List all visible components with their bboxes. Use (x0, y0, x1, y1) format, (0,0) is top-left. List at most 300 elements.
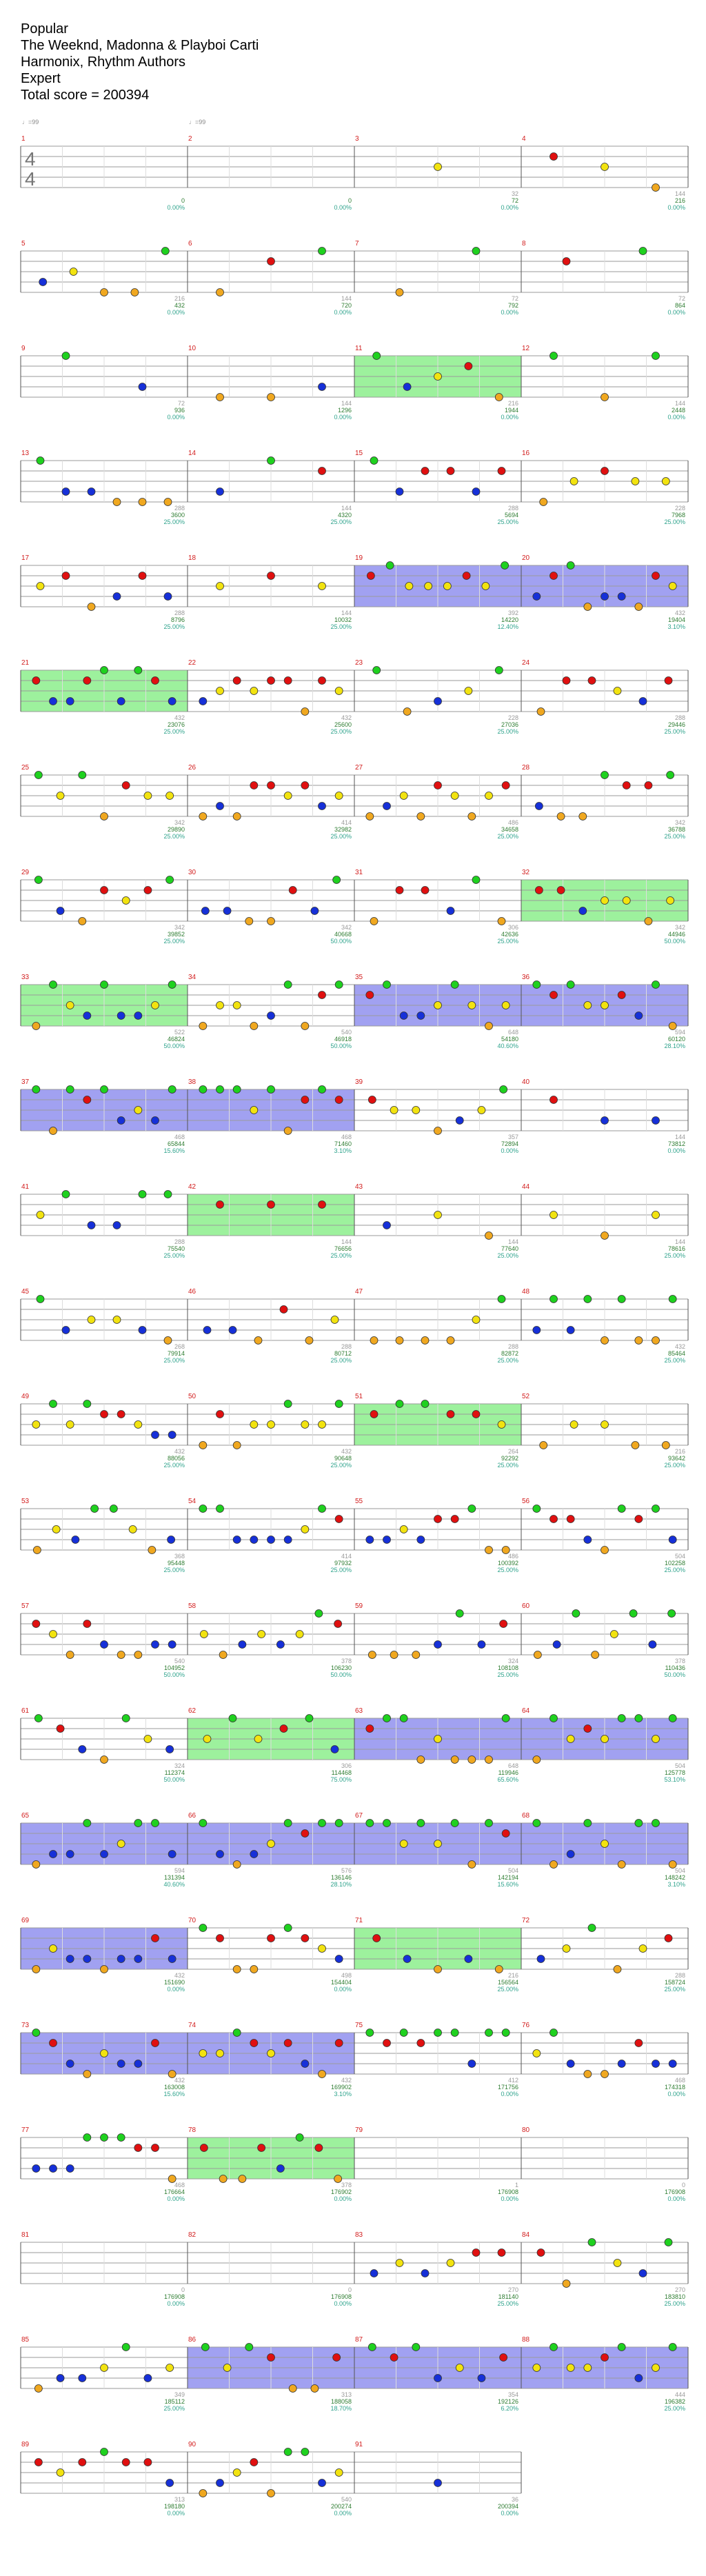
measure-score: 142194 (497, 1874, 518, 1881)
note-gem (131, 289, 139, 296)
note-gem (129, 1526, 137, 1533)
measure-percent: 25.00% (664, 1462, 685, 1469)
note-gem (50, 698, 57, 705)
measure-percent: 25.00% (163, 2405, 185, 2412)
measure-number: 81 (21, 2231, 30, 2239)
song-title: Popular (21, 21, 68, 37)
note-gem (367, 572, 374, 580)
note-gem (502, 782, 510, 789)
measure-percent: 25.00% (497, 1567, 518, 1573)
note-gem (229, 1715, 236, 1722)
measure-note-count: 648 (507, 1762, 518, 1769)
note-gem (396, 1337, 403, 1345)
measure-note-count: 414 (341, 819, 352, 826)
note-gem (199, 813, 207, 821)
note-gem (396, 289, 403, 296)
measure-note-count: 72 (678, 295, 685, 302)
measure-number: 30 (188, 869, 196, 876)
note-gem (83, 1820, 91, 1827)
note-gem (52, 1526, 60, 1533)
note-gem (421, 887, 429, 894)
note-gem (216, 1505, 224, 1513)
note-gem (166, 2479, 174, 2487)
measure-score: 79914 (167, 1350, 185, 1357)
measure-percent: 25.00% (163, 1462, 185, 1469)
note-gem (623, 897, 630, 905)
note-gem (567, 2060, 574, 2068)
note-gem (216, 2050, 224, 2057)
note-gem (451, 2029, 458, 2037)
note-gem (390, 1107, 398, 1114)
measure-percent: 25.00% (330, 623, 352, 630)
note-gem (134, 667, 142, 674)
measure-number: 48 (522, 1288, 530, 1296)
note-gem (289, 2385, 296, 2393)
measure-number: 6 (188, 240, 192, 248)
measure-percent: 0.00% (334, 1986, 352, 1993)
note-gem (32, 1023, 40, 1030)
note-gem (652, 1735, 660, 1743)
measure-percent: 25.00% (664, 1986, 685, 1993)
measure-percent: 0.00% (667, 2091, 685, 2097)
note-gem (168, 1431, 176, 1439)
note-gem (652, 572, 660, 580)
note-gem (618, 1715, 625, 1722)
measure-score: 131394 (163, 1874, 185, 1881)
measure-score: 8796 (170, 616, 185, 623)
note-gem (216, 1851, 224, 1858)
measure-score: 154404 (330, 1979, 352, 1986)
note-gem (550, 1211, 558, 1219)
note-gem (652, 352, 660, 360)
note-gem (101, 2364, 108, 2372)
measure-percent: 40.60% (163, 1881, 185, 1888)
note-gem (139, 499, 146, 506)
note-gem (199, 1924, 207, 1932)
measure-number: 2 (188, 135, 192, 143)
measure-note-count: 342 (174, 819, 185, 826)
measure-number: 24 (522, 659, 530, 667)
note-gem (412, 1107, 420, 1114)
measure-score: 100392 (497, 1560, 518, 1567)
measure-percent: 0.00% (167, 309, 185, 316)
note-gem (400, 1012, 407, 1020)
note-gem (37, 1211, 44, 1219)
note-gem (268, 258, 275, 265)
note-gem (83, 1096, 91, 1104)
note-gem (447, 2260, 454, 2267)
measure-number: 91 (355, 2441, 363, 2448)
measure-note-count: 288 (507, 505, 518, 512)
measure-note-count: 594 (174, 1867, 185, 1874)
note-gem (366, 1725, 374, 1733)
measure-number: 40 (522, 1078, 530, 1086)
note-gem (550, 1096, 558, 1104)
measure-number: 3 (355, 135, 359, 143)
note-gem (168, 2071, 176, 2078)
note-gem (34, 2385, 42, 2393)
measure-number: 71 (355, 1917, 363, 1924)
measure-note-count: 32 (511, 190, 518, 197)
measure-number: 66 (188, 1812, 196, 1820)
measure-number: 45 (21, 1288, 30, 1296)
note-gem (396, 887, 403, 894)
measure-number: 12 (522, 345, 530, 352)
measure-note-count: 486 (507, 819, 518, 826)
note-gem (570, 478, 578, 485)
note-gem (652, 1117, 660, 1125)
measure-score: 71460 (334, 1140, 352, 1147)
note-gem (373, 667, 381, 674)
note-gem (88, 1222, 95, 1229)
note-gem (601, 772, 609, 779)
note-gem (368, 2344, 376, 2351)
measure-score: 75540 (167, 1245, 185, 1252)
note-gem (498, 467, 505, 475)
note-gem (563, 1945, 570, 1953)
note-gem (199, 1086, 207, 1094)
note-gem (584, 1820, 592, 1827)
measure-percent: 15.60% (163, 1147, 185, 1154)
note-gem (301, 2448, 309, 2456)
measure-number: 5 (21, 240, 26, 248)
measure-score: 29446 (667, 721, 685, 728)
note-gem (216, 583, 224, 590)
measure-number: 41 (21, 1183, 30, 1191)
note-gem (83, 1012, 91, 1020)
measure-percent: 25.00% (330, 1357, 352, 1364)
measure-score: 171756 (497, 2084, 518, 2091)
note-gem (537, 708, 545, 716)
measure-note-count: 144 (341, 400, 352, 407)
note-gem (610, 1631, 618, 1638)
note-gem (403, 708, 411, 716)
note-gem (335, 1955, 343, 1963)
note-gem (557, 813, 565, 821)
measure-percent: 25.00% (330, 1252, 352, 1259)
note-gem (434, 1966, 442, 1973)
note-gem (152, 1820, 159, 1827)
note-gem (495, 667, 503, 674)
note-gem (425, 583, 432, 590)
note-gem (485, 792, 493, 800)
note-gem (122, 782, 130, 789)
measure-note-count: 349 (174, 2391, 185, 2398)
note-gem (296, 2134, 303, 2142)
measure-number: 31 (355, 869, 363, 876)
measure-percent: 25.00% (163, 519, 185, 525)
note-gem (32, 677, 40, 685)
measure-percent: 0.00% (501, 309, 518, 316)
note-gem (572, 1610, 580, 1618)
note-gem (34, 1715, 42, 1722)
measure-number: 23 (355, 659, 363, 667)
note-gem (101, 667, 108, 674)
note-gem (632, 478, 639, 485)
note-gem (79, 2459, 86, 2466)
note-gem (635, 1337, 643, 1345)
measure-score: 44946 (667, 931, 685, 938)
note-gem (152, 677, 159, 685)
note-gem (233, 2469, 241, 2477)
tempo-mark: ♩=99 (22, 119, 39, 125)
note-gem (200, 2144, 208, 2152)
note-gem (434, 1735, 442, 1743)
note-gem (319, 677, 326, 685)
note-gem (66, 1851, 74, 1858)
note-gem (533, 2364, 541, 2372)
note-gem (396, 1400, 403, 1408)
note-gem (122, 2344, 130, 2351)
note-gem (258, 2144, 265, 2152)
measure-number: 78 (188, 2126, 196, 2134)
measure-percent: 25.00% (330, 519, 352, 525)
measure-score: 10032 (334, 616, 352, 623)
measure-note-count: 357 (507, 1134, 518, 1140)
measure-number: 51 (355, 1393, 363, 1400)
note-gem (370, 457, 378, 465)
note-gem (113, 1222, 121, 1229)
note-gem (396, 488, 403, 496)
note-gem (472, 248, 480, 255)
note-gem (66, 1955, 74, 1963)
tempo-mark: ♩=99 (189, 119, 206, 125)
measure-percent: 3.10% (334, 1147, 352, 1154)
note-gem (305, 1715, 313, 1722)
note-gem (584, 1725, 592, 1733)
measure-note-count: 392 (507, 610, 518, 616)
note-gem (567, 1735, 574, 1743)
note-gem (502, 1002, 510, 1009)
note-gem (485, 1547, 493, 1554)
note-gem (57, 907, 64, 915)
note-gem (434, 163, 442, 171)
measure-score: 158724 (664, 1979, 685, 1986)
measure-note-count: 522 (174, 1029, 185, 1036)
measure-number: 90 (188, 2441, 196, 2448)
note-gem (434, 1840, 442, 1848)
measure-score: 85464 (667, 1350, 685, 1357)
note-gem (101, 1411, 108, 1418)
measure-percent: 25.00% (330, 728, 352, 735)
note-gem (101, 289, 108, 296)
measure-note-count: 288 (674, 714, 685, 721)
note-gem (451, 1516, 458, 1523)
note-gem (216, 488, 224, 496)
measure-note-count: 216 (507, 400, 518, 407)
note-gem (168, 1086, 176, 1094)
measure-score: 176908 (330, 2293, 352, 2300)
note-gem (101, 1966, 108, 1973)
note-gem (434, 1211, 442, 1219)
measure-number: 63 (355, 1707, 363, 1715)
note-gem (250, 782, 258, 789)
measure-score: 29890 (167, 826, 185, 833)
measure-percent: 6.20% (501, 2405, 518, 2412)
measure-note-count: 342 (674, 819, 685, 826)
note-gem (233, 2029, 241, 2037)
note-gem (468, 2060, 476, 2068)
note-gem (117, 1411, 125, 1418)
note-gem (216, 2479, 224, 2487)
measure-score: 2448 (671, 407, 685, 414)
note-gem (567, 1327, 574, 1334)
note-gem (601, 593, 609, 601)
note-gem (268, 1840, 275, 1848)
measure-score: 119946 (498, 1769, 518, 1776)
note-gem (412, 2344, 420, 2351)
note-gem (250, 1966, 258, 1973)
time-signature-bottom: 4 (25, 168, 36, 190)
note-gem (485, 1023, 493, 1030)
note-gem (396, 2260, 403, 2267)
measure-number: 27 (355, 764, 363, 772)
note-gem (498, 2249, 505, 2257)
measure-number: 16 (522, 450, 530, 457)
note-gem (83, 1620, 91, 1628)
note-gem (601, 897, 609, 905)
note-gem (319, 467, 326, 475)
note-gem (335, 1400, 343, 1408)
note-gem (117, 698, 125, 705)
measure-note-count: 412 (507, 2077, 518, 2084)
measure-note-count: 270 (674, 2286, 685, 2293)
note-gem (168, 1641, 176, 1649)
note-gem (366, 1820, 374, 1827)
note-gem (639, 2270, 647, 2277)
note-gem (669, 1296, 676, 1303)
note-gem (219, 1651, 227, 1659)
note-gem (614, 1966, 621, 1973)
measure-number: 37 (21, 1078, 30, 1086)
measure-percent: 18.70% (330, 2405, 352, 2412)
note-gem (434, 698, 442, 705)
measure-score: 54180 (501, 1036, 518, 1043)
measure-number: 89 (21, 2441, 30, 2448)
measure-score: 93642 (667, 1455, 685, 1462)
measure-score: 432 (174, 302, 185, 309)
note-gem (203, 1735, 211, 1743)
note-gem (32, 2165, 40, 2173)
note-gem (268, 1421, 275, 1429)
total-score: Total score = 200394 (21, 88, 150, 103)
note-gem (134, 2060, 142, 2068)
note-gem (233, 1536, 241, 1544)
note-gem (465, 687, 472, 695)
note-gem (50, 981, 57, 989)
note-gem (233, 677, 241, 685)
measure-note-count: 486 (507, 1553, 518, 1560)
note-gem (584, 603, 592, 611)
note-gem (400, 1840, 407, 1848)
note-gem (417, 1012, 425, 1020)
note-gem (614, 2260, 621, 2267)
measure-percent: 0.00% (501, 1147, 518, 1154)
measure-note-count: 0 (347, 2286, 352, 2293)
note-gem (447, 467, 454, 475)
note-gem (601, 1840, 609, 1848)
measure-percent: 25.00% (163, 833, 185, 840)
measure-number: 38 (188, 1078, 196, 1086)
note-gem (134, 1955, 142, 1963)
measure-percent: 0.00% (334, 2195, 352, 2202)
measure-number: 69 (21, 1917, 30, 1924)
note-gem (540, 1442, 547, 1449)
measure-note-count: 378 (341, 1658, 352, 1664)
note-gem (50, 2165, 57, 2173)
note-gem (669, 2344, 676, 2351)
note-gem (550, 572, 558, 580)
measure-note-count: 36 (511, 2496, 518, 2503)
note-gem (335, 1516, 343, 1523)
note-gem (567, 562, 574, 570)
measure-number: 75 (355, 2022, 363, 2029)
note-gem (335, 792, 343, 800)
note-gem (268, 1935, 275, 1942)
note-gem (421, 1337, 429, 1345)
measure-number: 86 (188, 2336, 196, 2344)
measure-note-count: 432 (174, 714, 185, 721)
note-gem (447, 907, 454, 915)
measure-score: 1944 (504, 407, 518, 414)
measure-percent: 25.00% (497, 1986, 518, 1993)
measure-percent: 0.00% (501, 414, 518, 421)
note-gem (200, 1631, 208, 1638)
note-gem (296, 1631, 303, 1638)
measure-score: 183810 (664, 2293, 685, 2300)
note-gem (301, 1421, 309, 1429)
note-gem (268, 2490, 275, 2497)
note-gem (468, 1002, 476, 1009)
note-gem (101, 981, 108, 989)
note-gem (122, 2459, 130, 2466)
note-gem (400, 1526, 407, 1533)
measure-score: 72894 (501, 1140, 518, 1147)
note-gem (268, 572, 275, 580)
measure-score: 148242 (664, 1874, 685, 1881)
note-gem (284, 1127, 292, 1135)
note-gem (635, 2040, 643, 2047)
note-gem (284, 1536, 292, 1544)
note-gem (101, 2134, 108, 2142)
measure-score: 46824 (167, 1036, 185, 1043)
note-gem (284, 2448, 292, 2456)
note-gem (472, 488, 480, 496)
note-gem (284, 2040, 292, 2047)
note-gem (400, 792, 407, 800)
measure-score: 176902 (330, 2188, 352, 2195)
note-gem (570, 1421, 578, 1429)
note-gem (335, 2040, 343, 2047)
note-gem (366, 2029, 374, 2037)
note-gem (472, 1316, 480, 1324)
note-gem (66, 1002, 74, 1009)
note-gem (478, 2375, 485, 2382)
note-gem (33, 1547, 41, 1554)
note-gem (34, 2459, 42, 2466)
note-gem (301, 1096, 309, 1104)
measure-number: 80 (522, 2126, 530, 2134)
note-gem (301, 1023, 309, 1030)
note-gem (284, 677, 292, 685)
measure-number: 84 (522, 2231, 530, 2239)
note-gem (588, 677, 596, 685)
note-gem (502, 1715, 510, 1722)
note-gem (199, 1505, 207, 1513)
measure-number: 33 (21, 974, 30, 981)
note-gem (113, 593, 121, 601)
note-gem (618, 992, 625, 999)
